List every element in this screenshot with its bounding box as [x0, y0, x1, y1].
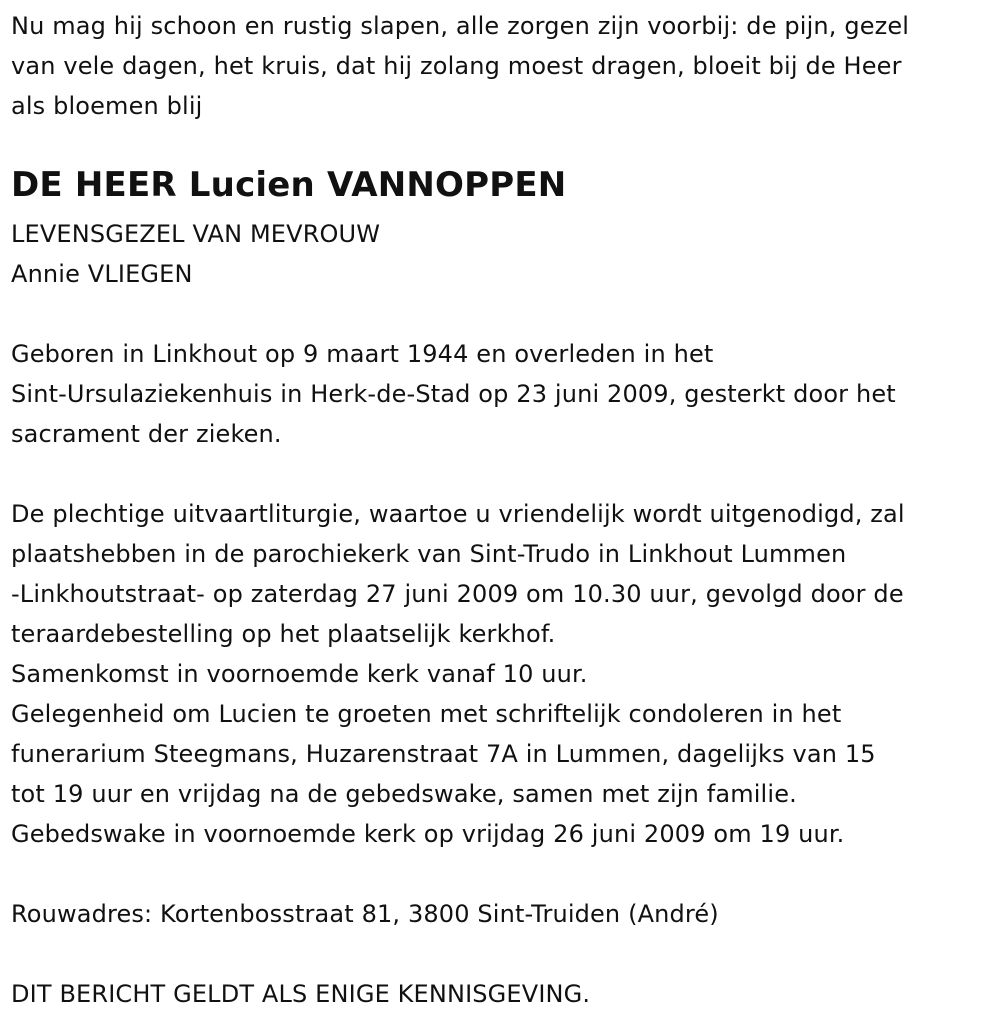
funeral-line: -Linkhoutstraat- op zaterdag 27 juni 2009 om 10.30 uur, gevolgd door de — [11, 580, 904, 608]
funeral-line: De plechtige uitvaartliturgie, waartoe u vriendelijk wordt uitgenodigd, zal — [11, 500, 905, 528]
relation-text: LEVENSGEZEL VAN MEVROUW — [11, 220, 381, 248]
funeral-line: funerarium Steegmans, Huzarenstraat 7A in Lummen, dagelijks van 15 — [11, 740, 876, 768]
poem-line: van vele dagen, het kruis, dat hij zolang moest dragen, bloeit bij de Heer — [11, 52, 902, 80]
birth-death-line: sacrament der zieken. — [11, 420, 282, 448]
funeral-line: Gelegenheid om Lucien te groeten met schriftelijk condoleren in het — [11, 700, 842, 728]
funeral-line: tot 19 uur en vrijdag na de gebedswake, samen met zijn familie. — [11, 780, 797, 808]
funeral-line: teraardebestelling op het plaatselijk kerkhof. — [11, 620, 556, 648]
deceased-name-heading: DE HEER Lucien VANNOPPEN — [11, 165, 567, 205]
birth-death-line: Geboren in Linkhout op 9 maart 1944 en overleden in het — [11, 340, 714, 368]
poem-line: als bloemen blij — [11, 92, 203, 120]
notice-text: DIT BERICHT GELDT ALS ENIGE KENNISGEVING. — [11, 980, 591, 1008]
poem-line: Nu mag hij schoon en rustig slapen, alle zorgen zijn voorbij: de pijn, gezel — [11, 12, 910, 40]
funeral-line: plaatshebben in de parochiekerk van Sint-Trudo in Linkhout Lummen — [11, 540, 847, 568]
funeral-line: Gebedswake in voornoemde kerk op vrijdag 26 juni 2009 om 19 uur. — [11, 820, 845, 848]
mourning-address: Rouwadres: Kortenbosstraat 81, 3800 Sint-Truiden (André) — [11, 900, 719, 928]
partner-name: Annie VLIEGEN — [11, 260, 193, 288]
funeral-line: Samenkomst in voornoemde kerk vanaf 10 uur. — [11, 660, 588, 688]
birth-death-line: Sint-Ursulaziekenhuis in Herk-de-Stad op 23 juni 2009, gesterkt door het — [11, 380, 896, 408]
